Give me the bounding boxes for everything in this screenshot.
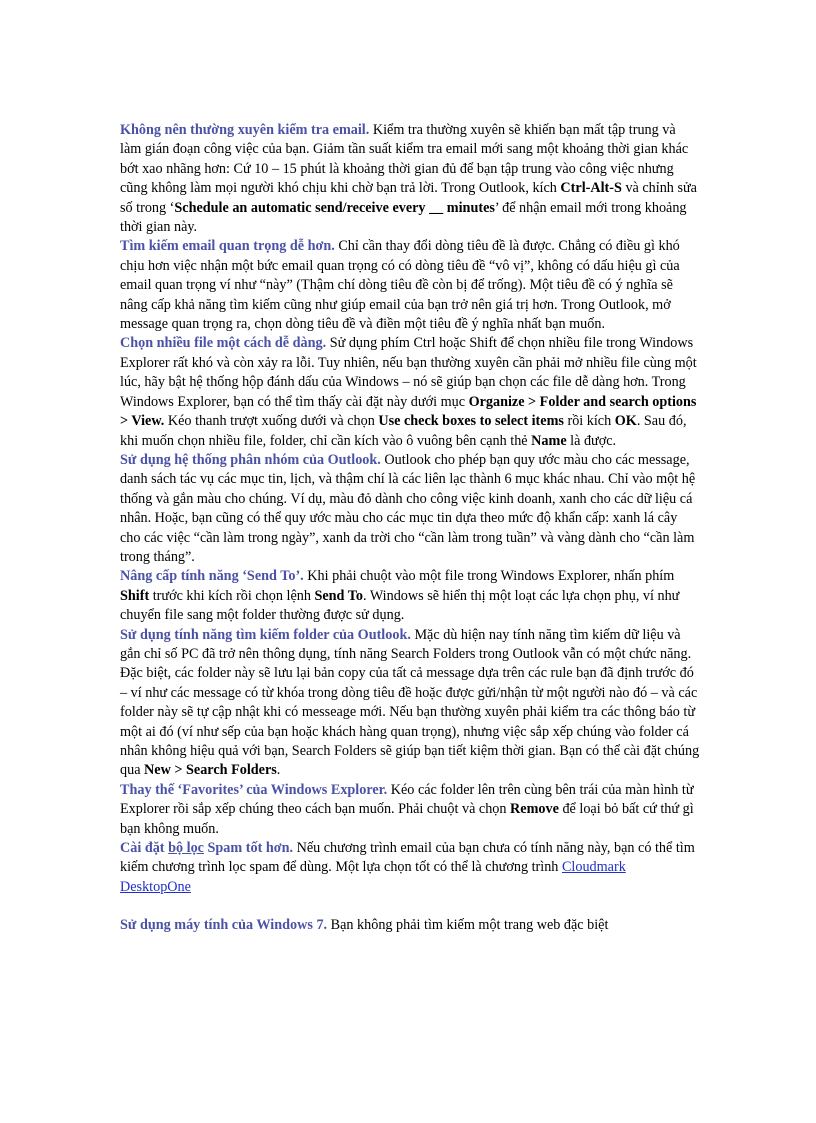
shortcut-text: Ctrl-Alt-S <box>560 180 622 197</box>
tip-text: . Windows sẽ hiển thị một loạt các lựa chọn phụ, ví như chuyển file sang một folder thường được sử dụng. <box>120 587 680 624</box>
tip-text: là được. <box>566 432 617 449</box>
tip-text: Kéo các folder lên trên cùng bên trái của màn hình từ Explorer rồi sắp xếp chúng theo cách bạn muốn. Phải chuột và chọn <box>120 781 694 818</box>
command-name: Remove <box>510 801 559 818</box>
tip-heading: Spam tốt hơn. <box>203 840 294 857</box>
document-body <box>120 121 700 936</box>
tip-text: . <box>276 762 281 779</box>
tip-text: Khi phải chuột vào một file trong Windows Explorer, nhấn phím <box>303 568 675 585</box>
menu-path: Organize > Folder and search options > View. <box>120 393 697 430</box>
tip-search-folders <box>120 626 700 781</box>
tip-spam-filter <box>120 839 700 897</box>
tip-windows-calculator <box>120 916 700 935</box>
tip-text: trước khi kích rồi chọn lệnh <box>149 587 315 604</box>
tip-text: Kiểm tra thường xuyên sẽ khiến bạn mất tập trung và làm gián đoạn công việc của bạn. Giảm tần suất kiểm tra email mới sang một khoảng thời gian khác bớt xao nhãng hơn: Cứ 10 – 15 phút là khoảng thời gian đủ để bạn tập trung vào công việc nhưng cũng không làm mọi người khó chịu khi chờ bạn trả lời. Trong Outlook, kích <box>120 122 689 197</box>
tip-replace-favorites <box>120 781 700 839</box>
cloudmark-link[interactable]: Cloudmark DesktopOne <box>120 859 626 895</box>
tip-text: Outlook cho phép bạn quy ước màu cho các message, danh sách tác vụ các mục tin, lịch, và thậm chí là các liên lạc thành 6 mục khác nhau. Chỉ vào một hệ thống và gắn màu cho chúng. Ví dụ, màu đỏ dành cho công việc kinh doanh, xanh cho các dữ liệu cá nhân. Hoặc, bạn cũng có thể quy ước màu cho các mục tin dựa theo mức độ khẩn cấp: xanh lá cây cho các việc “cần làm trong ngày”, xanh da trời cho “cần làm trong tuần” và vàng dành cho “cần làm trong tháng”. <box>120 451 696 565</box>
tip-heading: Chọn nhiều file một cách dễ dàng. <box>120 335 327 352</box>
tip-text: Sử dụng phím Ctrl hoặc Shift để chọn nhiều file trong Windows Explorer rất khó và còn xảy ra lỗi. Tuy nhiên, nếu bạn thường xuyên cần phải mở nhiều file cùng một lúc, hãy bật hệ thống hộp đánh dấu của Windows – nó sẽ giúp bạn chọn các file dễ dàng hơn. Trong Windows Explorer, bạn có thể tìm thấy cài đặt này dưới mục <box>120 335 697 410</box>
tip-text: . Sau đó, khi muốn chọn nhiều file, folder, chỉ cần kích vào ô vuông bên cạnh thẻ <box>120 413 687 449</box>
tip-find-important-email <box>120 237 700 334</box>
tip-heading: Không nên thường xuyên kiểm tra email. <box>120 122 370 138</box>
tip-select-multiple-files <box>120 334 700 450</box>
tip-heading: Thay thế ‘Favorites’ của Windows Explorer. <box>120 781 388 798</box>
tip-text: để loại bỏ bất cứ thứ gì bạn không muốn. <box>120 801 694 837</box>
tip-heading-underlined: bộ lọc <box>168 840 204 857</box>
key-name: Shift <box>120 587 150 604</box>
tip-text: rồi kích <box>563 413 615 430</box>
tip-check-email-less <box>120 121 700 237</box>
tip-heading: Sử dụng máy tính của Windows 7. <box>120 917 328 934</box>
tip-text: Bạn không phải tìm kiếm một trang web đặc biệt <box>327 917 609 934</box>
name-column-text: Name <box>531 432 567 449</box>
tip-heading: Nâng cấp tính năng ‘Send To’. <box>120 568 304 585</box>
tip-text: ’ để nhận email mới trong khoảng thời gian này. <box>120 199 687 236</box>
tip-text: Mặc dù hiện nay tính năng tìm kiếm dữ liệu và gắn chỉ số PC đã trở nên thông dụng, tính năng Search Folders trong Outlook vẫn có một chức năng. Đặc biệt, các folder này sẽ lưu lại bản copy của tất cả message dựa trên các rule bạn đã định trước đó – ví như các message có từ khóa trong dòng tiêu đề hoặc được gửi/nhận từ một người nào đó – và các folder này sẽ tự cập nhật khi có messeage mới. Nếu bạn thường xuyên phải kiểm tra các thông báo từ một ai đó (ví như sếp của bạn hoặc khách hàng quan trọng), nhưng việc sắp xếp chúng vào folder cá nhân không hiệu quả với bạn, Search Folders sẽ giúp bạn tiết kiệm thời gian. Bạn có thể cài đặt chúng qua <box>120 626 700 779</box>
tip-heading: Sử dụng hệ thống phân nhóm của Outlook. <box>120 451 381 468</box>
ok-text: OK <box>614 413 637 430</box>
tip-text: Kéo thanh trượt xuống dưới và chọn <box>164 413 379 430</box>
tip-outlook-categories <box>120 451 700 567</box>
tip-text: Chỉ cần thay đổi dòng tiêu đề là được. Chẳng có điều gì khó chịu hơn việc nhận một bức email quan trọng có có dòng tiêu đề “vô vị”, không có dấu hiệu gì của email quan trọng ví như “này” (Thậm chí dòng tiêu đề còn bị để trống). Một tiêu đề có ý nghĩa sẽ nâng cấp khả năng tìm kiếm cũng như giúp email của bạn trở nên giá trị hơn. Trong Outlook, mở message quan trọng ra, chọn dòng tiêu đề và điền một tiêu đề ý nghĩa nhất bạn muốn. <box>120 238 680 333</box>
tip-text: và chỉnh sửa số trong ‘ <box>120 180 697 216</box>
tip-heading: Tìm kiếm email quan trọng dễ hơn. <box>120 238 335 255</box>
tip-text: Nếu chương trình email của bạn chưa có tính năng này, bạn có thể tìm kiếm chương trình lọc spam để dùng. Một lựa chọn tốt có thể là chương trình <box>120 840 695 876</box>
menu-path: New > Search Folders <box>144 762 277 779</box>
command-name: Send To <box>314 587 363 604</box>
tip-send-to <box>120 567 700 625</box>
tip-heading: Cài đặt <box>120 840 169 857</box>
option-name: Use check boxes to select items <box>378 413 564 430</box>
tip-heading: Sử dụng tính năng tìm kiếm folder của Outlook. <box>120 626 411 643</box>
setting-name: Schedule an automatic send/receive every __ minutes <box>174 199 495 216</box>
